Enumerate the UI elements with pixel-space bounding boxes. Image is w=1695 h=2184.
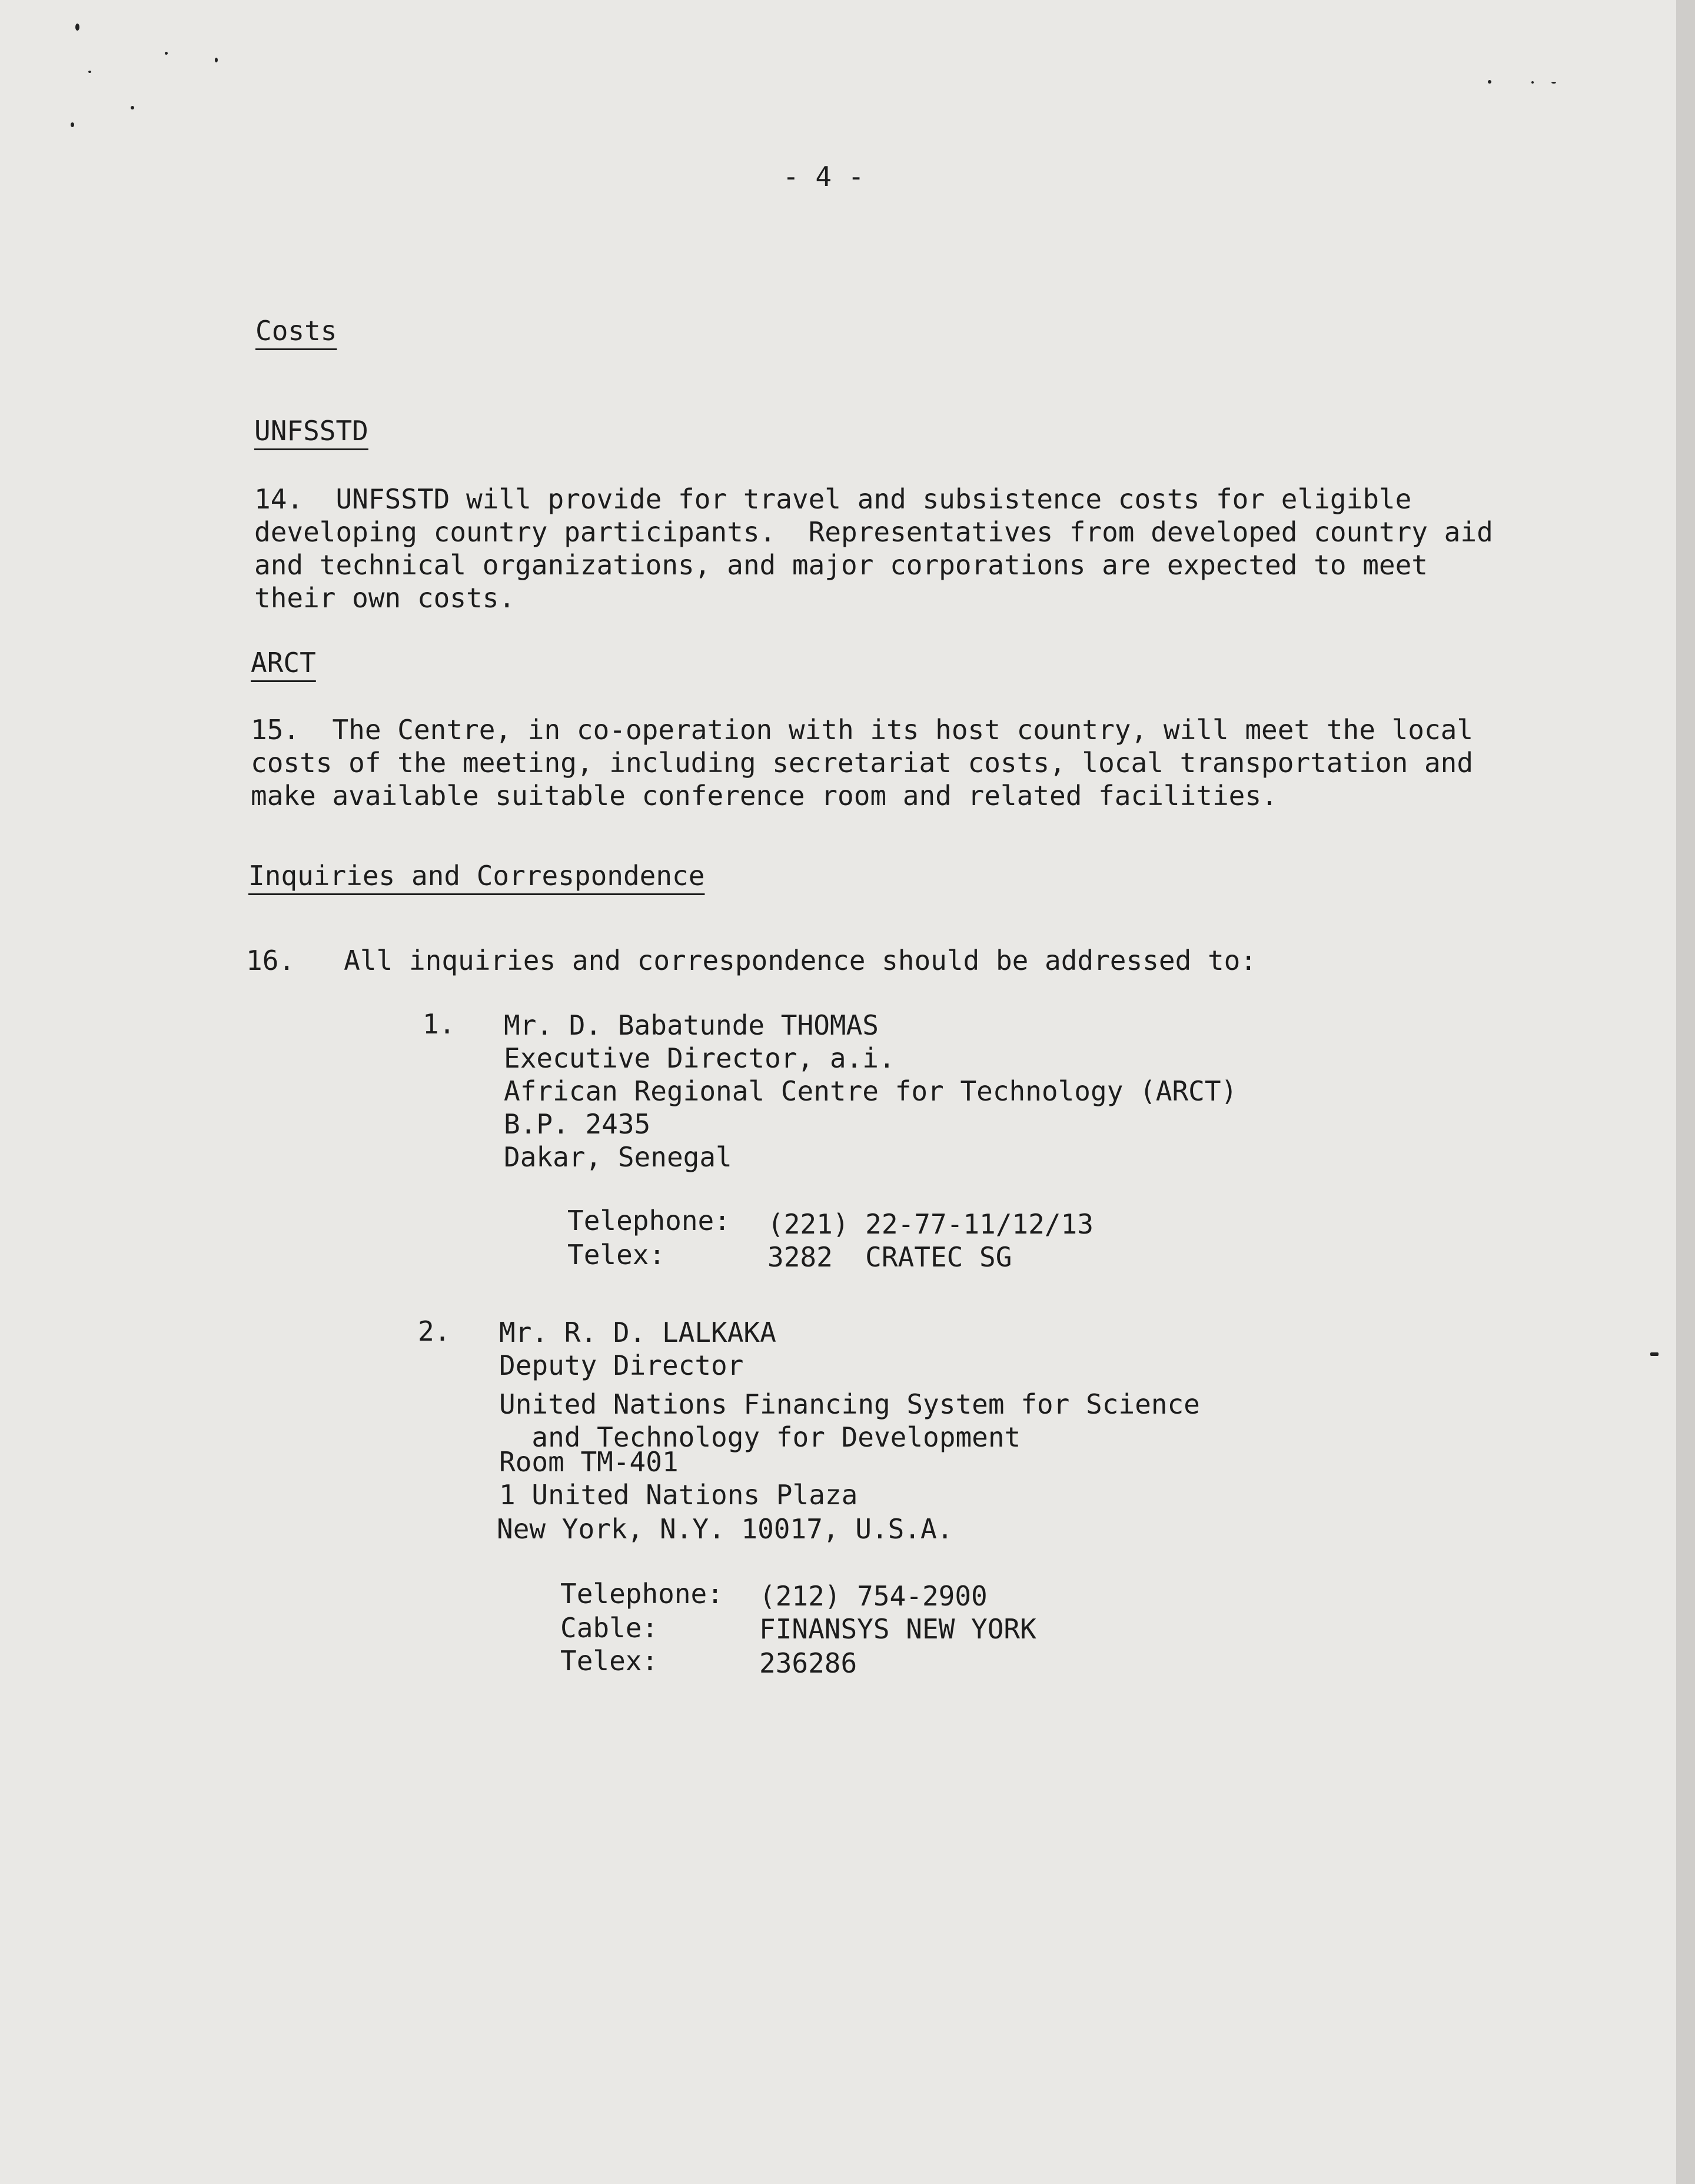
scan-speck — [1551, 82, 1556, 84]
contact-1-line: Executive Director, a.i. — [504, 1042, 895, 1074]
contact-2-telephone-value: (212) 754-2900 — [759, 1580, 988, 1612]
paragraph-15-line: 15. The Centre, in co-operation with its host country, will meet the local — [251, 714, 1474, 746]
contact-2-line: New York, N.Y. 10017, U.S.A. — [497, 1513, 953, 1545]
arct-heading: ARCT — [251, 647, 316, 679]
unfsstd-heading: UNFSSTD — [254, 415, 368, 447]
contact-1-telephone-label: Telephone: — [567, 1205, 730, 1236]
costs-heading: Costs — [255, 315, 337, 347]
contact-1-telex-label: Telex: — [567, 1239, 666, 1271]
contact-1-line: B.P. 2435 — [504, 1108, 651, 1140]
inquiries-heading: Inquiries and Correspondence — [248, 860, 705, 892]
contact-2-telex-value: 236286 — [759, 1647, 858, 1679]
contact-2-line: United Nations Financing System for Science — [499, 1388, 1200, 1420]
contact-2-number: 2. — [418, 1315, 451, 1347]
scan-speck — [75, 24, 79, 31]
scan-speck — [131, 106, 134, 109]
contact-2-line: Room TM-401 — [499, 1446, 679, 1478]
contact-1-telex-value: 3282 CRATEC SG — [767, 1241, 1012, 1273]
contact-1-telephone-value: (221) 22-77-11/12/13 — [767, 1208, 1094, 1240]
paragraph-15-line: costs of the meeting, including secretariat costs, local transportation and — [251, 747, 1474, 779]
paragraph-16-intro: 16. All inquiries and correspondence should be addressed to: — [246, 945, 1257, 976]
contact-2-line: and Technology for Development — [499, 1421, 1021, 1453]
contact-2-telephone-label: Telephone: — [560, 1578, 723, 1610]
contact-2-line: Mr. R. D. LALKAKA — [499, 1317, 776, 1348]
contact-2-line: 1 United Nations Plaza — [499, 1479, 858, 1511]
scan-speck — [1488, 80, 1491, 84]
page-number: - 4 - — [783, 161, 865, 192]
scan-speck — [215, 58, 218, 62]
paragraph-14-line: their own costs. — [254, 582, 516, 614]
contact-2-cable-value: FINANSYS NEW YORK — [759, 1613, 1036, 1645]
contact-1-number: 1. — [423, 1008, 456, 1040]
paragraph-14-line: developing country participants. Representatives from developed country aid — [254, 516, 1493, 548]
paragraph-15-line: make available suitable conference room and related facilities. — [251, 780, 1278, 812]
scan-speck — [71, 122, 74, 127]
paragraph-14-line: and technical organizations, and major corporations are expected to meet — [254, 549, 1428, 581]
paragraph-14-line: 14. UNFSSTD will provide for travel and subsistence costs for eligible — [254, 483, 1412, 515]
contact-2-line: Deputy Director — [499, 1349, 744, 1381]
contact-1-line: African Regional Centre for Technology (ARCT) — [504, 1075, 1238, 1107]
contact-2-telex-label: Telex: — [560, 1645, 659, 1677]
scan-speck — [165, 52, 168, 55]
contact-2-cable-label: Cable: — [560, 1612, 659, 1644]
scan-speck — [1531, 81, 1534, 84]
scan-speck — [88, 71, 91, 73]
scan-speck — [1650, 1352, 1659, 1356]
page-edge — [1676, 0, 1695, 2184]
contact-1-line: Dakar, Senegal — [504, 1141, 732, 1173]
contact-1-line: Mr. D. Babatunde THOMAS — [504, 1009, 879, 1041]
